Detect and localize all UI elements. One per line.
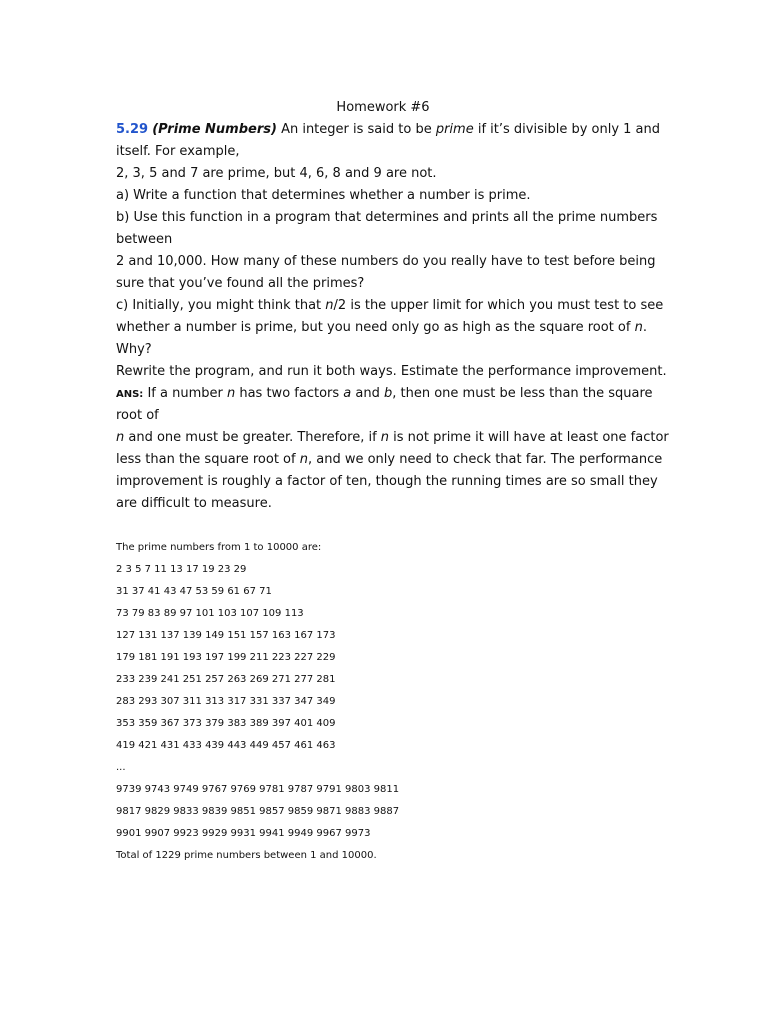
problem-intro-a: An integer is said to be bbox=[276, 122, 436, 137]
answer-l3-text-a: and one must be greater. Therefore, if bbox=[124, 430, 381, 445]
output-row: 283 293 307 311 313 317 331 337 347 349 bbox=[116, 696, 336, 707]
problem-part-b: b) Use this function in a program that determines and prints all the prime numbers bbox=[116, 210, 658, 225]
output-row: 9901 9907 9923 9929 9931 9941 9949 9967 9973 bbox=[116, 828, 371, 839]
output-row: 353 359 367 373 379 383 389 397 401 409 bbox=[116, 718, 336, 729]
output-row: 2 3 5 7 11 13 17 19 23 29 bbox=[116, 564, 247, 575]
output-row: 9739 9743 9749 9767 9769 9781 9787 9791 9803 9811 bbox=[116, 784, 400, 795]
answer-text-a: If a number bbox=[143, 386, 227, 401]
answer-line-5: improvement is roughly a factor of ten, though the running times are so small they bbox=[116, 474, 658, 489]
answer-var-n: n bbox=[226, 386, 236, 401]
problem-intro-b: if it’s divisible by only 1 and bbox=[473, 122, 661, 137]
answer-l4-text-a: less than the square root of bbox=[116, 452, 300, 467]
problem-line-8: sure that you’ve found all the primes? bbox=[116, 276, 365, 291]
answer-l4-text-b: , and we only need to check that far. The performance bbox=[307, 452, 663, 467]
problem-line-7: 2 and 10,000. How many of these numbers do you really have to test before being bbox=[116, 254, 656, 269]
line10-text-a: whether a number is prime, but you need only go as high as the square root of bbox=[116, 320, 635, 335]
problem-part-c bbox=[116, 295, 664, 317]
problem-line-11: Why? bbox=[116, 342, 152, 357]
problem-name: (Prime Numbers) bbox=[152, 122, 277, 137]
problem-line-6: between bbox=[116, 232, 173, 247]
paragraph-gap bbox=[116, 515, 646, 537]
answer-l3-var-n1: n bbox=[116, 430, 125, 445]
problem-number: 5.29 bbox=[116, 122, 149, 137]
answer-text-d: , then one must be less than the square bbox=[392, 386, 653, 401]
problem-line-3: 2, 3, 5 and 7 are prime, but 4, 6, 8 and 9 are not. bbox=[116, 166, 437, 181]
output-row: 179 181 191 193 197 199 211 223 227 229 bbox=[116, 652, 336, 663]
output-row: 31 37 41 43 47 53 59 61 67 71 bbox=[116, 586, 272, 597]
output-row: 9817 9829 9833 9839 9851 9857 9859 9871 9883 9887 bbox=[116, 806, 400, 817]
part-c-text-a: c) Initially, you might think that bbox=[116, 298, 326, 313]
answer-line-4 bbox=[116, 449, 663, 471]
problem-term-prime: prime bbox=[435, 122, 474, 137]
output-row: 127 131 137 139 149 151 157 163 167 173 bbox=[116, 630, 336, 641]
answer-line-3 bbox=[116, 427, 669, 449]
answer-l3-var-n2: n bbox=[380, 430, 390, 445]
answer-line-6: are difficult to measure. bbox=[116, 496, 272, 511]
output-ellipsis: ... bbox=[116, 762, 126, 773]
output-header: The prime numbers from 1 to 10000 are: bbox=[116, 542, 322, 553]
answer-var-a: a bbox=[343, 386, 352, 401]
answer-text-c: and bbox=[351, 386, 384, 401]
answer-l4-var-n: n bbox=[299, 452, 308, 467]
problem-line-1 bbox=[116, 119, 661, 141]
part-c-var-n: n bbox=[325, 298, 334, 313]
problem-line-2: itself. For example, bbox=[116, 144, 240, 159]
answer-l3-text-b: is not prime it will have at least one factor bbox=[389, 430, 669, 445]
problem-line-12: Rewrite the program, and run it both ways. Estimate the performance improvement. bbox=[116, 364, 667, 379]
answer-line-2: root of bbox=[116, 408, 159, 423]
line10-text-b: . bbox=[642, 320, 647, 335]
answer-label: ANS: bbox=[116, 389, 144, 400]
problem-part-a: a) Write a function that determines whether a number is prime. bbox=[116, 188, 531, 203]
output-row: 73 79 83 89 97 101 103 107 109 113 bbox=[116, 608, 304, 619]
output-row: 233 239 241 251 257 263 269 271 277 281 bbox=[116, 674, 336, 685]
answer-line-1 bbox=[116, 383, 653, 405]
document-page bbox=[116, 97, 669, 867]
part-c-text-b: /2 is the upper limit for which you must test to see bbox=[333, 298, 664, 313]
line10-var-n: n bbox=[634, 320, 643, 335]
output-total: Total of 1229 prime numbers between 1 and 10000. bbox=[116, 850, 377, 861]
document-title: Homework #6 bbox=[336, 100, 430, 115]
answer-var-b: b bbox=[383, 386, 393, 401]
answer-text-b: has two factors bbox=[235, 386, 344, 401]
problem-line-10 bbox=[116, 317, 646, 339]
output-row: 419 421 431 433 439 443 449 457 461 463 bbox=[116, 740, 336, 751]
